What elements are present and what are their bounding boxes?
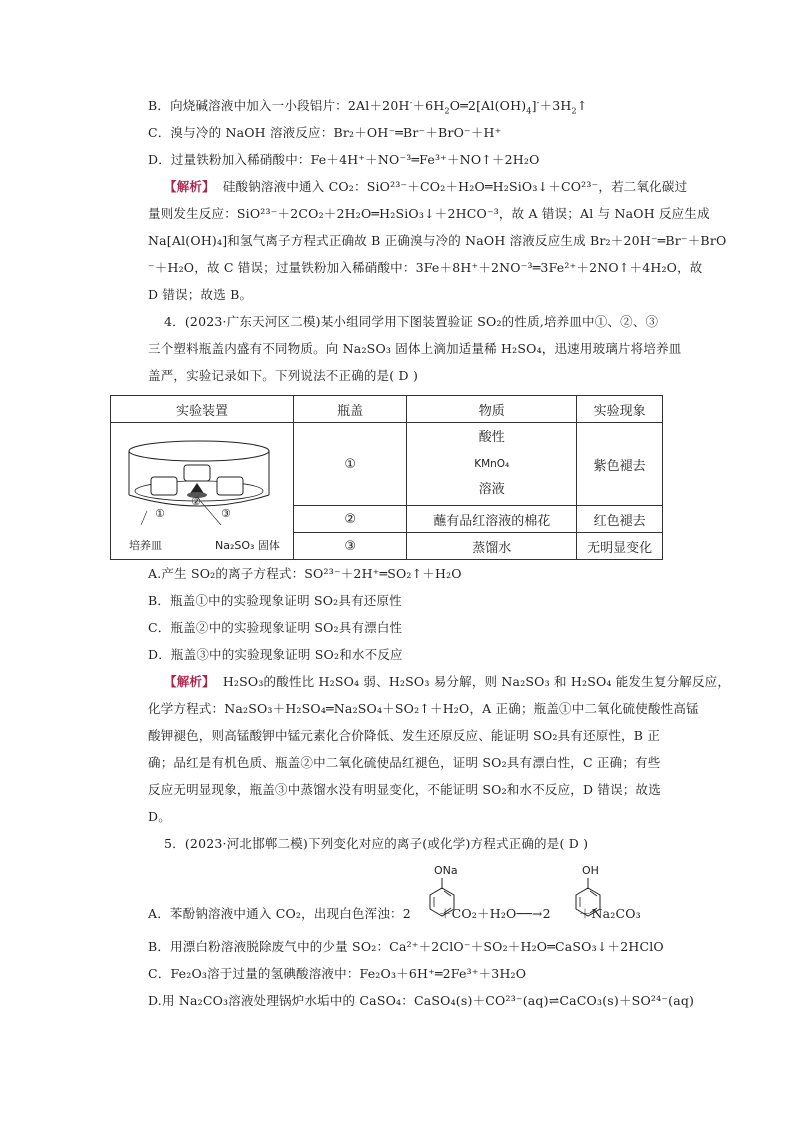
observation-3-cell: 无明显变化	[577, 533, 663, 560]
observation-1-cell: 紫色褪去	[577, 423, 663, 506]
q4-option-b: B．瓶盖①中的实验现象证明 SO₂具有还原性	[148, 593, 402, 608]
cap-1-cell: ①	[293, 423, 406, 506]
q3-option-d: D．过量铁粉加入稀硝酸中：Fe＋4H⁺＋NO⁻³═Fe³⁺＋NO↑＋2H₂O	[148, 152, 540, 167]
q4-analysis-line-4: 确；品红是有机色质、瓶盖②中二氧化硫使品红褪色，证明 SO₂具有漂白性，C 正确；有些	[148, 755, 661, 770]
analysis-label: 【解析】	[164, 674, 215, 689]
observation-2-cell: 红色褪去	[577, 506, 663, 533]
q5-option-d: D.用 Na₂CO₃溶液处理锅炉水垢中的 CaSO₄：CaSO₄(s)＋CO²³⁻(aq)⇌CaCO₃(s)＋SO²⁴⁻(aq)	[148, 993, 695, 1008]
analysis-label: 【解析】	[164, 179, 215, 194]
q4-stem-line-2: 三个塑料瓶盖内盛有不同物质。向 Na₂SO₃ 固体上滴加适量稀 H₂SO₄，迅速用玻璃片将培养皿	[148, 341, 682, 356]
cap-2-cell: ②	[293, 506, 406, 533]
q3-option-b-part: ＋6H	[412, 98, 445, 113]
q3-analysis-line-1	[164, 178, 687, 196]
q5-option-a-part: A．苯酚钠溶液中通入 CO₂，出现白色浑浊：2	[148, 906, 411, 921]
header-apparatus: 实验装置	[111, 396, 294, 423]
substance-1-line-2: KMnO₄	[474, 458, 510, 470]
q4-stem-line-3: 盖严，实验记录如下。下列说法不正确的是( D )	[148, 368, 419, 383]
q3-option-c: C．溴与冷的 NaOH 溶液反应：Br₂＋OH⁻═Br⁻＋BrO⁻＋H⁺	[148, 125, 502, 140]
q3-analysis-line-3: Na[Al(OH)₄]和氢气离子方程式正确故 B 正确溴与冷的 NaOH 溶液反应生成 Br₂＋20H⁻═Br⁻＋BrO	[148, 233, 727, 248]
q3-option-b-part: ＋3H	[539, 98, 572, 113]
q5-option-a-part: ＋Na₂CO₃	[578, 906, 641, 921]
substance-3-cell: 蒸馏水	[407, 533, 577, 560]
q3-option-b-part: ]	[531, 98, 537, 113]
q4-stem-line-1: 4．(2023·广东天河区二模)某小组同学用下图装置验证 SO₂的性质,培养皿中①、②、③	[164, 314, 659, 329]
substance-1-cell	[407, 423, 577, 506]
q4-option-c: C．瓶盖②中的实验现象证明 SO₂具有漂白性	[148, 620, 403, 635]
q5-option-b: B．用漂白粉溶液脱除废气中的少量 SO₂：Ca²⁺＋2ClO⁻＋SO₂＋H₂O═CaSO₃↓＋2HClO	[148, 939, 664, 954]
header-cap: 瓶盖	[293, 396, 406, 423]
sodium-phenoxide-label: ONa	[434, 864, 458, 877]
q3-option-b: B．向烧碱溶液中加入一小段铝片：$2Al+20H^-+6H_2O═2[Al(OH)_4]^-+3H_2↑$	[148, 97, 588, 116]
q4-analysis-line-1	[164, 673, 730, 691]
q3-analysis-line-5: D 错误；故选 B。	[148, 287, 253, 302]
q4-analysis-line-3: 酸钾褪色，则高锰酸钾中锰元素化合价降低、发生还原反应、能证明 SO₂具有还原性，B 正	[148, 728, 661, 743]
analysis-text: H₂SO₃的酸性比 H₂SO₄ 弱、H₂SO₃ 易分解，则 Na₂SO₃ 和 H₂SO₄ 能发生复分解反应，	[222, 674, 731, 689]
q5-option-c: C．Fe₂O₃溶于过量的氢碘酸溶液中：Fe₂O₃＋6H⁺═2Fe³⁺＋3H₂O	[148, 966, 527, 981]
substance-2-cell: 蘸有品红溶液的棉花	[407, 506, 577, 533]
q5-option-a	[148, 905, 641, 923]
header-substance: 物质	[407, 396, 577, 423]
q4-option-a: A.产生 SO₂的离子方程式：SO²³⁻＋2H⁺═SO₂↑＋H₂O	[148, 566, 462, 581]
q4-analysis-line-2: 化学方程式：Na₂SO₃＋H₂SO₄═Na₂SO₄＋SO₂↑＋H₂O，A 正确；瓶盖①中二氧化硫使酸性高锰	[148, 701, 699, 716]
q3-option-b-part: O═2[Al(OH)	[449, 98, 527, 113]
q3-analysis-line-4: ⁻＋H₂O，故 C 错误；过量铁粉加入稀硝酸中：3Fe＋8H⁺＋2NO⁻³═3Fe²⁺＋2NO↑＋4H₂O，故	[148, 260, 703, 275]
dish-label: 培养皿	[129, 539, 162, 552]
apparatus-figure-cell	[111, 423, 294, 560]
q3-option-b-text: B．向烧碱溶液中加入一小段铝片：2Al＋20H	[148, 98, 410, 113]
header-observation: 实验现象	[577, 396, 663, 423]
q4-option-d: D．瓶盖③中的实验现象证明 SO₂和水不反应	[148, 647, 403, 662]
q4-analysis-line-5: 反应无明显现象，瓶盖③中蒸馏水没有明显变化，不能证明 SO₂和水不反应，D 错误；故选	[148, 782, 661, 797]
q5-stem: 5．(2023·河北邯郸二模)下列变化对应的离子(或化学)方程式正确的是( D )	[164, 836, 589, 851]
experiment-table	[110, 395, 663, 560]
substance-1-line-1: 酸性	[478, 430, 505, 445]
phenol-label: OH	[582, 864, 599, 877]
cap-3-cell: ③	[293, 533, 406, 560]
cap-label-3: ③	[221, 507, 231, 520]
substance-1-line-3: 溶液	[478, 482, 505, 497]
cap-label-1: ①	[155, 507, 165, 520]
q5-option-a-part: ＋CO₂＋H₂O──→2	[438, 906, 551, 921]
q3-analysis-line-2: 量则发生反应：SiO²³⁻＋2CO₂＋2H₂O═H₂SiO₃↓＋2HCO⁻³，故 A 错误；Al 与 NaOH 反应生成	[148, 206, 710, 221]
analysis-text: 硅酸钠溶液中通入 CO₂：SiO²³⁻＋CO₂＋H₂O═H₂SiO₃↓＋CO²³⁻，若二氧化碳过	[222, 179, 688, 194]
cap-label-2: ②	[191, 495, 201, 508]
q3-option-b-part: ↑	[576, 98, 588, 113]
solid-label: Na₂SO₃ 固体	[215, 539, 280, 552]
q4-analysis-line-6: D。	[148, 809, 171, 824]
